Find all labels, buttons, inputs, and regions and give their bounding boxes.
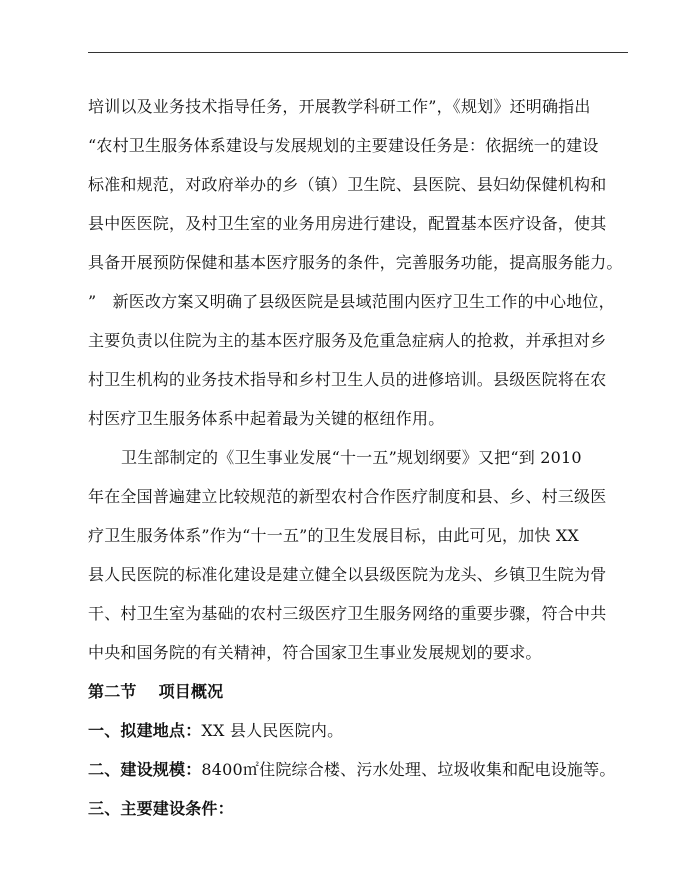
- body-line-8: 村卫生机构的业务技术指导和乡村卫生人员的进修培训。县级医院将在农: [88, 370, 607, 389]
- item-location: [88, 721, 633, 741]
- item-location-label: 一、拟建地点：: [88, 721, 202, 740]
- item-conditions: [88, 799, 633, 819]
- item-location-value: XX 县人民医院内。: [201, 721, 344, 740]
- body-line-12: 疗卫生服务体系”作为“十一五”的卫生发展目标，由此可见，加快 XX: [88, 526, 580, 545]
- body-line-5: 具备开展预防保健和基本医疗服务的条件，完善服务功能，提高服务能力。: [88, 253, 623, 272]
- item-scale-label: 二、建设规模：: [88, 760, 202, 779]
- body-line-2: “农村卫生服务体系建设与发展规划的主要建设任务是：依据统一的建设: [88, 136, 599, 155]
- section-heading: 第二节 项目概况: [88, 682, 224, 701]
- body-line-9: 村医疗卫生服务体系中起着最为关键的枢纽作用。: [88, 409, 445, 428]
- item-scale: [88, 760, 633, 780]
- body-line-4: 县中医医院，及村卫生室的业务用房进行建设，配置基本医疗设备，使其: [88, 214, 607, 233]
- body-line-7: 主要负责以住院为主的基本医疗服务及危重急症病人的抢救，并承担对乡: [88, 331, 607, 350]
- body-line-14: 干、村卫生室为基础的农村三级医疗卫生服务网络的重要步骤，符合中共: [88, 604, 607, 623]
- item-conditions-label: 三、主要建设条件：: [88, 799, 234, 818]
- body-line-15: 中央和国务院的有关精神，符合国家卫生事业发展规划的要求。: [88, 643, 542, 662]
- body-line-10: 卫生部制定的《卫生事业发展“十一五”规划纲要》又把“到 2010: [121, 448, 582, 467]
- body-line-1: 培训以及业务技术指导任务，开展教学科研工作”，《规划》还明确指出: [88, 97, 591, 116]
- body-line-11: 年在全国普遍建立比较规范的新型农村合作医疗制度和县、乡、村三级医: [88, 487, 607, 506]
- header-rule: [88, 52, 628, 53]
- item-scale-value: 8400㎡住院综合楼、污水处理、垃圾收集和配电设施等。: [201, 760, 616, 779]
- body-line-6: ” 新医改方案又明确了县级医院是县域范围内医疗卫生工作的中心地位，: [88, 292, 615, 311]
- body-line-13: 县人民医院的标准化建设是建立健全以县级医院为龙头、乡镇卫生院为骨: [88, 565, 607, 584]
- body-line-3: 标准和规范，对政府举办的乡（镇）卫生院、县医院、县妇幼保健机构和: [88, 175, 607, 194]
